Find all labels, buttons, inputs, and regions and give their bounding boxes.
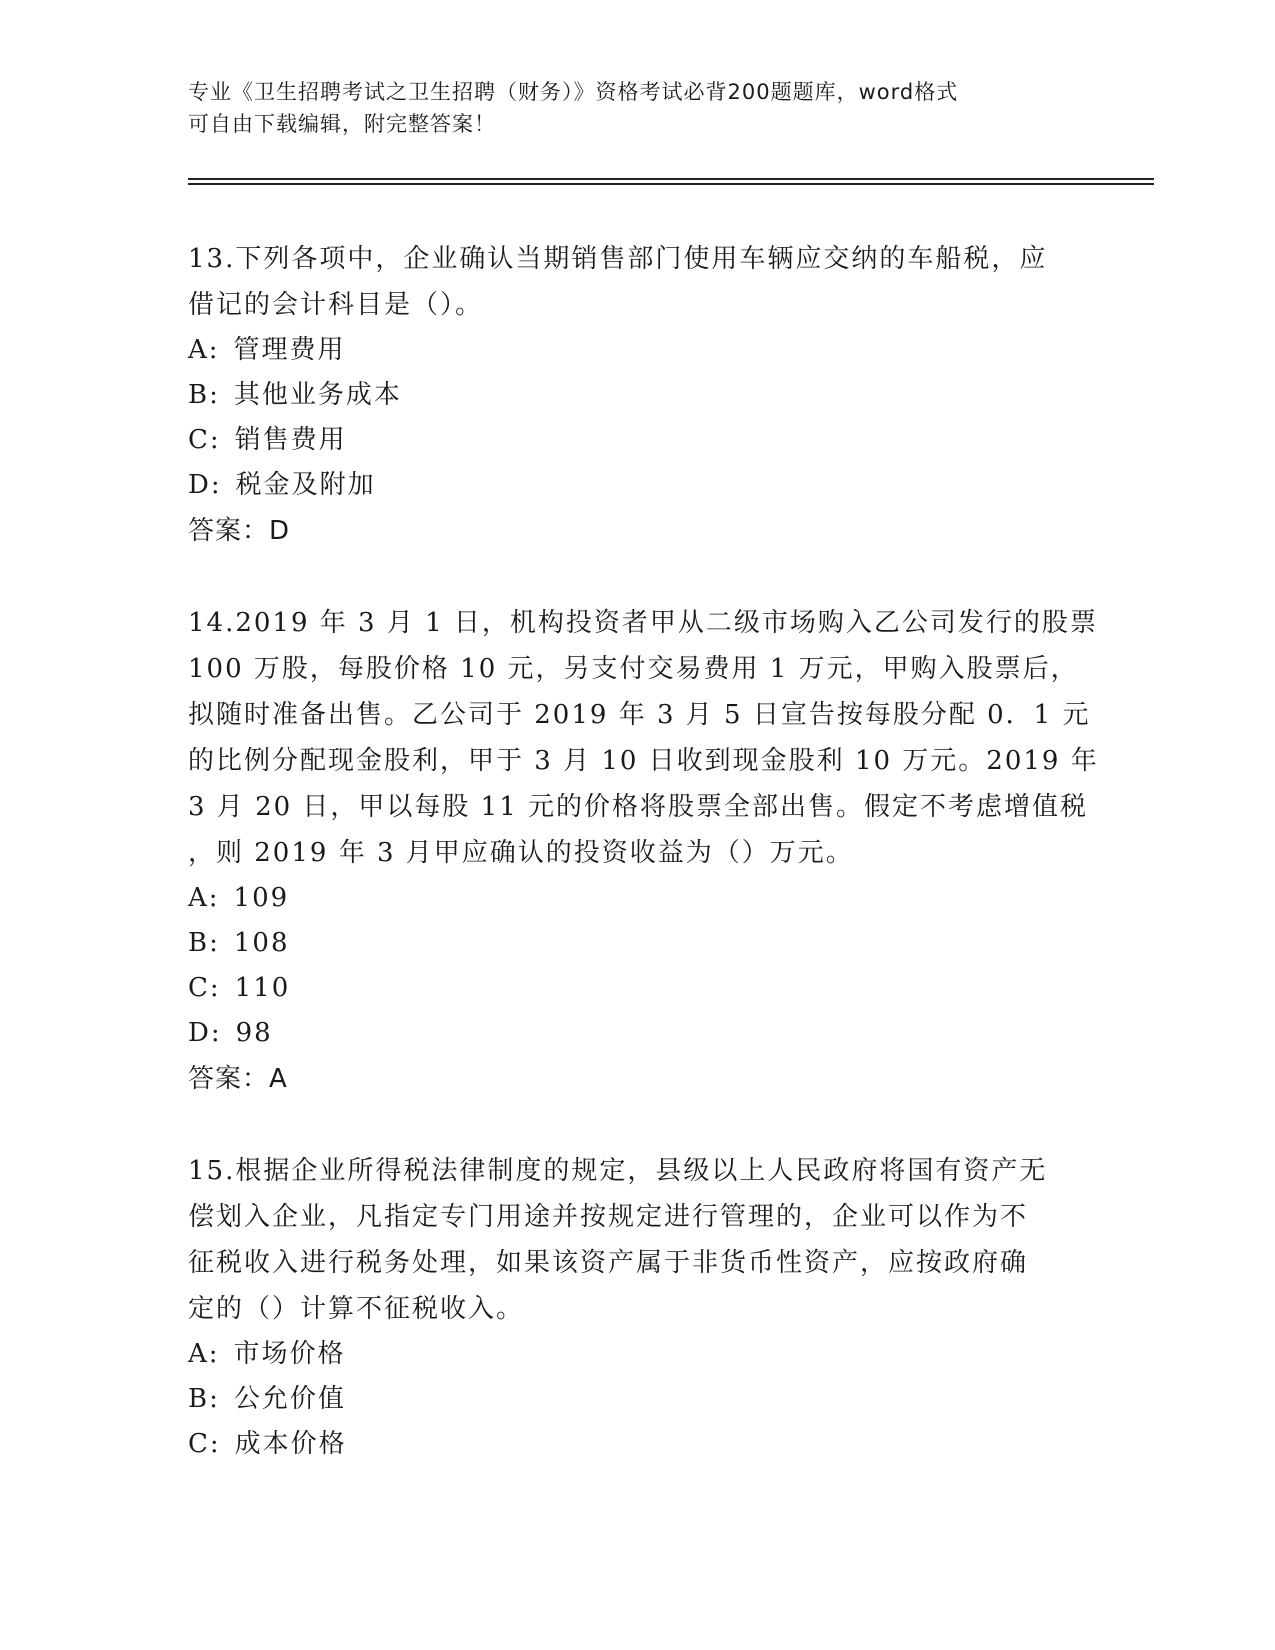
option-text: 销售费用 [234,425,347,455]
option-text: 109 [233,883,290,913]
option-label: B: [188,380,220,410]
header-line-2: 可自由下载编辑，附完整答案！ [188,112,496,136]
option-text: 其他业务成本 [233,380,402,410]
option-label: A: [188,335,220,365]
stem-line: 100 万股，每股价格 10 元，另支付交易费用 1 万元，甲购入股票后， [188,654,1079,684]
option-a [188,876,1088,921]
option-label: C: [188,425,221,455]
stem-line: 13.下列各项中，企业确认当期销售部门使用车辆应交纳的车船税，应 [188,244,1048,274]
option-text: 管理费用 [233,335,346,365]
option-b [188,373,1088,418]
question-stem [188,600,1099,876]
question-15 [188,1148,1088,1467]
question-list [188,236,1099,1513]
option-b [188,1377,1088,1422]
option-b [188,921,1088,966]
document-header [188,76,1068,140]
stem-line: 定的（）计算不征税收入。 [188,1294,525,1324]
stem-line: 征税收入进行税务处理，如果该资产属于非货币性资产，应按政府确 [188,1248,1029,1278]
question-14 [188,600,1099,1102]
option-a [188,1332,1088,1377]
stem-line: 3 月 20 日，甲以每股 11 元的价格将股票全部出售。假定不考虑增值税 [188,792,1089,822]
option-c [188,966,1088,1011]
option-label: B: [188,928,220,958]
option-text: 市场价格 [233,1339,346,1369]
answer-line: 答案：A [188,1064,288,1094]
stem-line: 偿划入企业，凡指定专门用途并按规定进行管理的，企业可以作为不 [188,1202,1029,1232]
option-c [188,1422,1088,1467]
option-text: 税金及附加 [235,470,376,500]
header-divider-bottom [188,183,1154,185]
stem-line: 拟随时准备出售。乙公司于 2019 年 3 月 5 日宣告按每股分配 0．1 元 [188,700,1091,730]
answer-line: 答案：D [188,516,291,546]
stem-line: ，则 2019 年 3 月甲应确认的投资收益为（）万元。 [188,838,854,868]
stem-line: 15.根据企业所得税法律制度的规定，县级以上人民政府将国有资产无 [188,1156,1048,1186]
option-text: 110 [234,973,291,1003]
option-text: 成本价格 [234,1429,347,1459]
question-stem [188,236,1088,328]
stem-line: 14.2019 年 3 月 1 日，机构投资者甲从二级市场购入乙公司发行的股票 [188,608,1098,638]
option-label: A: [188,883,220,913]
header-divider-top [188,178,1154,180]
option-text: 公允价值 [233,1384,346,1414]
option-label: D: [188,1018,222,1048]
option-label: C: [188,1429,221,1459]
option-text: 98 [235,1018,273,1048]
option-label: D: [188,470,222,500]
question-stem [188,1148,1088,1332]
option-a [188,328,1088,373]
option-d [188,463,1088,508]
stem-line: 借记的会计科目是（）。 [188,290,484,320]
option-c [188,418,1088,463]
option-label: A: [188,1339,220,1369]
header-line-1: 专业《卫生招聘考试之卫生招聘（财务）》资格考试必背200题题库，word格式 [188,80,959,104]
question-13 [188,236,1088,554]
option-label: B: [188,1384,220,1414]
option-text: 108 [233,928,290,958]
option-d [188,1011,1088,1056]
option-label: C: [188,973,221,1003]
stem-line: 的比例分配现金股利，甲于 3 月 10 日收到现金股利 10 万元。2019 年 [188,746,1099,776]
